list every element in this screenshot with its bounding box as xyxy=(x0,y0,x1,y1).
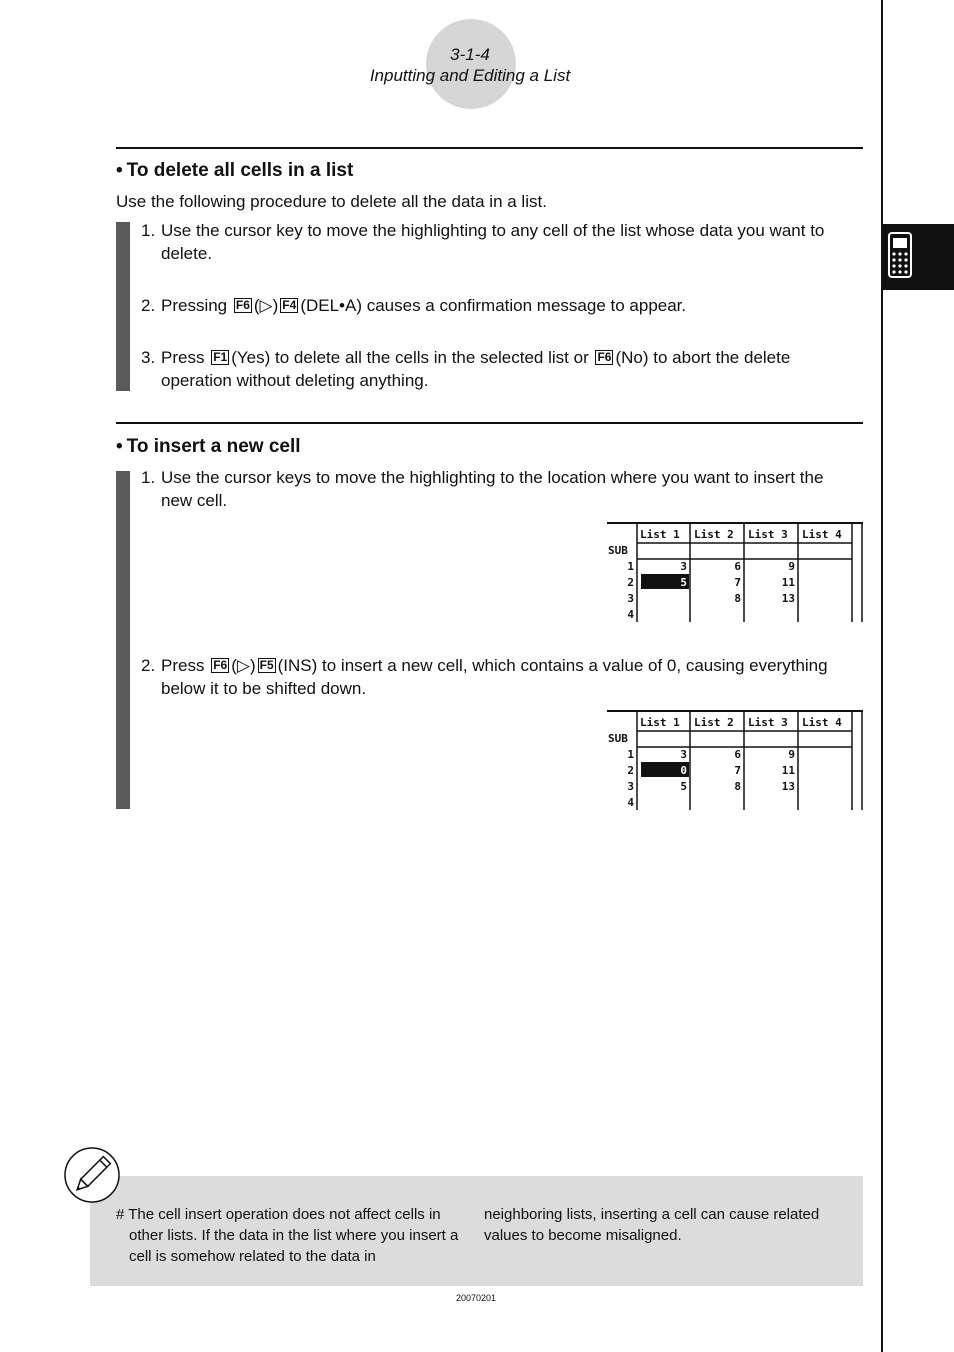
step-item: 1. Use the cursor key to move the highlighting to any cell of the list whose data you want to delete. xyxy=(141,221,825,263)
cell-value: 9 xyxy=(788,748,795,761)
row-label: 2 xyxy=(627,576,634,589)
f5-key: F5 xyxy=(259,658,274,672)
f1-key: F1 xyxy=(213,350,228,364)
cell-value: 3 xyxy=(680,748,687,761)
step-item: 3. Press F1 (Yes) to delete all the cells in the selected list or F6 (No) to abort the delete operation without deleting anything. xyxy=(141,348,791,390)
calculator-screen-before xyxy=(607,522,863,622)
bullet-icon: • xyxy=(116,160,123,181)
list-header: List 4 xyxy=(802,528,842,541)
list-header: List 3 xyxy=(748,528,788,541)
f6-key: F6 xyxy=(235,298,250,312)
section-heading-insert: • To insert a new cell xyxy=(116,436,301,457)
list-header: List 1 xyxy=(640,716,680,729)
bullet-icon: • xyxy=(116,436,123,457)
sub-label: SUB xyxy=(608,732,628,745)
f6-key: F6 xyxy=(597,350,612,364)
list-header: List 1 xyxy=(640,528,680,541)
procedure-bar xyxy=(116,222,130,391)
cell-value: 8 xyxy=(734,780,741,793)
cell-value: 6 xyxy=(734,560,741,573)
page-title: Inputting and Editing a List xyxy=(369,66,571,85)
chapter-tab xyxy=(883,224,954,290)
cell-value: 3 xyxy=(680,560,687,573)
section-intro: Use the following procedure to delete all the data in a list. xyxy=(116,192,547,211)
cell-value: 13 xyxy=(781,592,795,605)
step-item: 2. Press F6 (▷) F5 (INS) to insert a new cell, which contains a value of 0, causing everything below it to be shifted down. xyxy=(141,656,828,698)
f6-key: F6 xyxy=(213,658,228,672)
cell-value: 11 xyxy=(781,576,795,589)
note-text-col1: # The cell insert operation does not affect cells in other lists. If the data in the list where you insert a cell is somehow related to the data in xyxy=(116,1206,459,1265)
row-label: 3 xyxy=(627,592,634,605)
highlighted-cell-value: 5 xyxy=(680,576,687,589)
row-label: 2 xyxy=(627,764,634,777)
highlighted-cell-value: 0 xyxy=(680,764,687,777)
cell-value: 7 xyxy=(734,576,741,589)
page-number: 3-1-4 xyxy=(450,45,490,64)
margin-line xyxy=(881,0,883,1352)
footer-code: 20070201 xyxy=(455,1293,497,1303)
row-label: 4 xyxy=(627,796,634,809)
cell-value: 5 xyxy=(680,780,687,793)
cell-value: 6 xyxy=(734,748,741,761)
calculator-icon xyxy=(883,224,954,290)
step-item: 1. Use the cursor keys to move the highlighting to the location where you want to insert the new cell. xyxy=(141,468,824,510)
list-header: List 3 xyxy=(748,716,788,729)
procedure-bar xyxy=(116,471,130,809)
step-item: 2. Pressing F6 (▷) F4 (DEL•A) causes a confirmation message to appear. xyxy=(141,296,687,315)
list-header: List 2 xyxy=(694,528,734,541)
cell-value: 13 xyxy=(781,780,795,793)
list-header: List 4 xyxy=(802,716,842,729)
f4-key: F4 xyxy=(282,298,297,312)
section-heading-delete: • To delete all cells in a list xyxy=(116,160,354,181)
row-label: 3 xyxy=(627,780,634,793)
pencil-icon xyxy=(63,1146,121,1204)
cell-value: 8 xyxy=(734,592,741,605)
sub-label: SUB xyxy=(608,544,628,557)
row-label: 1 xyxy=(627,560,634,573)
row-label: 4 xyxy=(627,608,634,621)
section-rule xyxy=(116,422,863,424)
note-text-col2: neighboring lists, inserting a cell can cause related values to become misaligned. xyxy=(484,1206,820,1244)
list-header: List 2 xyxy=(694,716,734,729)
cell-value: 9 xyxy=(788,560,795,573)
calculator-screen-after xyxy=(607,710,863,810)
cell-value: 7 xyxy=(734,764,741,777)
row-label: 1 xyxy=(627,748,634,761)
section-rule xyxy=(116,147,863,149)
cell-value: 11 xyxy=(781,764,795,777)
